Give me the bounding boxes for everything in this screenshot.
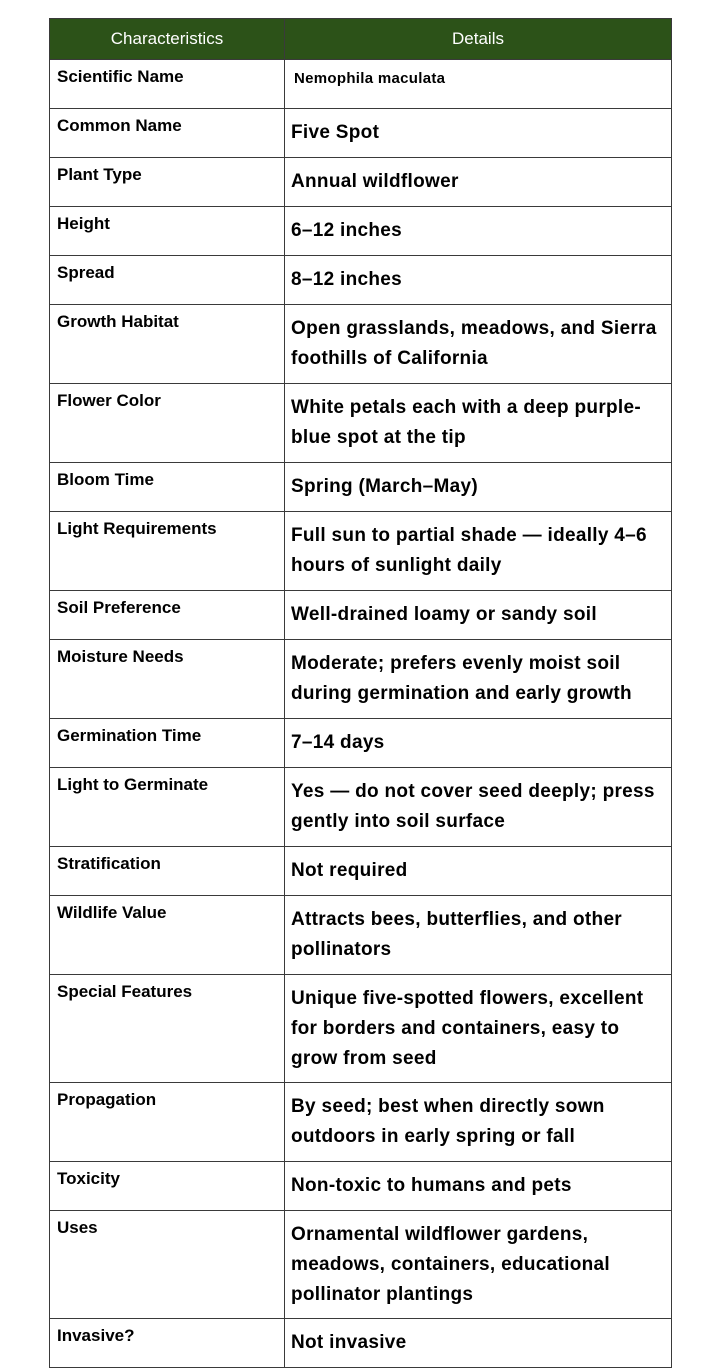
table-row: [50, 512, 672, 591]
row-label: Stratification: [50, 847, 285, 896]
row-value: Well-drained loamy or sandy soil: [285, 591, 672, 640]
table-row: [50, 158, 672, 207]
row-label: Moisture Needs: [50, 640, 285, 719]
row-label: Special Features: [50, 975, 285, 1083]
row-value: Not required: [285, 847, 672, 896]
row-label: Height: [50, 207, 285, 256]
row-value: Spring (March–May): [285, 463, 672, 512]
table-row: [50, 640, 672, 719]
table-row: [50, 591, 672, 640]
table-row: [50, 1211, 672, 1319]
table-row: [50, 60, 672, 109]
row-label: Spread: [50, 256, 285, 305]
row-value: 6–12 inches: [285, 207, 672, 256]
table-row: [50, 1319, 672, 1368]
row-value: Yes — do not cover seed deeply; press gently into soil surface: [285, 768, 672, 847]
row-value: Nemophila maculata: [285, 60, 672, 109]
row-label: Common Name: [50, 109, 285, 158]
table-row: [50, 768, 672, 847]
row-label: Propagation: [50, 1083, 285, 1162]
table-row: [50, 109, 672, 158]
table-row: [50, 975, 672, 1083]
row-value: Five Spot: [285, 109, 672, 158]
table-row: [50, 847, 672, 896]
table-row: [50, 305, 672, 384]
row-value: White petals each with a deep purple-blue spot at the tip: [285, 384, 672, 463]
row-label: Plant Type: [50, 158, 285, 207]
table-row: [50, 1162, 672, 1211]
row-label: Light to Germinate: [50, 768, 285, 847]
row-label: Wildlife Value: [50, 896, 285, 975]
row-value: Attracts bees, butterflies, and other pollinators: [285, 896, 672, 975]
row-value: 7–14 days: [285, 719, 672, 768]
row-label: Light Requirements: [50, 512, 285, 591]
row-value: Not invasive: [285, 1319, 672, 1368]
row-value: Unique five-spotted flowers, excellent for borders and containers, easy to grow from seed: [285, 975, 672, 1083]
row-label: Growth Habitat: [50, 305, 285, 384]
row-label: Invasive?: [50, 1319, 285, 1368]
plant-characteristics-table: [49, 18, 672, 1368]
table-row: [50, 463, 672, 512]
row-label: Germination Time: [50, 719, 285, 768]
row-value: Annual wildflower: [285, 158, 672, 207]
row-value: Moderate; prefers evenly moist soil during germination and early growth: [285, 640, 672, 719]
header-details: Details: [285, 19, 672, 60]
header-row: [50, 19, 672, 60]
row-label: Bloom Time: [50, 463, 285, 512]
header-characteristics: Characteristics: [50, 19, 285, 60]
row-value: Open grasslands, meadows, and Sierra foothills of California: [285, 305, 672, 384]
table-row: [50, 1083, 672, 1162]
table-row: [50, 896, 672, 975]
row-value: By seed; best when directly sown outdoors in early spring or fall: [285, 1083, 672, 1162]
row-label: Toxicity: [50, 1162, 285, 1211]
row-label: Uses: [50, 1211, 285, 1319]
row-value: Full sun to partial shade — ideally 4–6 hours of sunlight daily: [285, 512, 672, 591]
row-label: Soil Preference: [50, 591, 285, 640]
table-row: [50, 384, 672, 463]
row-value: Non-toxic to humans and pets: [285, 1162, 672, 1211]
row-value: Ornamental wildflower gardens, meadows, containers, educational pollinator plantings: [285, 1211, 672, 1319]
table-row: [50, 207, 672, 256]
table-row: [50, 256, 672, 305]
row-label: Scientific Name: [50, 60, 285, 109]
table-row: [50, 719, 672, 768]
row-value: 8–12 inches: [285, 256, 672, 305]
row-label: Flower Color: [50, 384, 285, 463]
